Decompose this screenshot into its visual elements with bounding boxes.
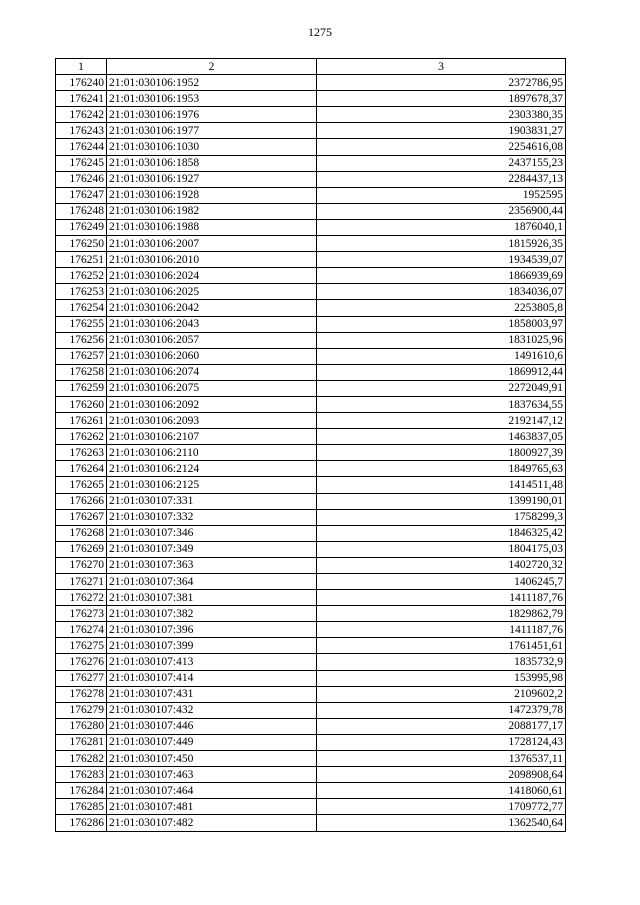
cadastral-value-cell: 1800927,39 (317, 445, 566, 461)
cadastral-value-cell: 1866939,69 (317, 268, 566, 284)
row-number-cell: 176254 (56, 300, 107, 316)
cadastral-value-cell: 1952595 (317, 187, 566, 203)
cadastral-number-cell: 21:01:030107:381 (107, 590, 317, 606)
table-row (56, 364, 566, 380)
row-number-cell: 176286 (56, 815, 107, 831)
cadastral-value-cell: 2437155,23 (317, 155, 566, 171)
cadastral-value-cell: 1876040,1 (317, 219, 566, 235)
table-row (56, 171, 566, 187)
row-number-cell: 176269 (56, 541, 107, 557)
table-row (56, 606, 566, 622)
row-number-cell: 176272 (56, 590, 107, 606)
cadastral-number-cell: 21:01:030106:2107 (107, 429, 317, 445)
cadastral-number-cell: 21:01:030106:2110 (107, 445, 317, 461)
cadastral-number-cell: 21:01:030107:431 (107, 686, 317, 702)
table-row (56, 75, 566, 91)
cadastral-value-cell: 1831025,96 (317, 332, 566, 348)
row-number-cell: 176253 (56, 284, 107, 300)
cadastral-value-cell: 2192147,12 (317, 413, 566, 429)
table-row (56, 654, 566, 670)
cadastral-number-cell: 21:01:030106:2042 (107, 300, 317, 316)
table-row (56, 445, 566, 461)
cadastral-value-cell: 1815926,35 (317, 236, 566, 252)
table-row (56, 541, 566, 557)
cadastral-number-cell: 21:01:030106:2043 (107, 316, 317, 332)
table-row (56, 509, 566, 525)
table-body (56, 75, 566, 831)
cadastral-value-cell: 1869912,44 (317, 364, 566, 380)
table-row (56, 187, 566, 203)
row-number-cell: 176246 (56, 171, 107, 187)
table-row (56, 799, 566, 815)
table-row (56, 236, 566, 252)
row-number-cell: 176278 (56, 686, 107, 702)
cadastral-value-cell: 1829862,79 (317, 606, 566, 622)
column-header-3: 3 (317, 59, 566, 75)
cadastral-value-cell: 1858003,97 (317, 316, 566, 332)
table-row (56, 638, 566, 654)
cadastral-value-cell: 2372786,95 (317, 75, 566, 91)
cadastral-number-cell: 21:01:030106:2124 (107, 461, 317, 477)
cadastral-number-cell: 21:01:030107:446 (107, 718, 317, 734)
row-number-cell: 176281 (56, 734, 107, 750)
cadastral-value-cell: 1903831,27 (317, 123, 566, 139)
row-number-cell: 176244 (56, 139, 107, 155)
table-row (56, 815, 566, 831)
row-number-cell: 176282 (56, 751, 107, 767)
table-row (56, 718, 566, 734)
table-row (56, 590, 566, 606)
table-row (56, 155, 566, 171)
row-number-cell: 176241 (56, 91, 107, 107)
header-row (56, 59, 566, 75)
row-number-cell: 176257 (56, 348, 107, 364)
cadastral-number-cell: 21:01:030106:2075 (107, 380, 317, 396)
cadastral-value-cell: 1837634,55 (317, 396, 566, 412)
cadastral-number-cell: 21:01:030106:1952 (107, 75, 317, 91)
cadastral-number-cell: 21:01:030106:1988 (107, 219, 317, 235)
cadastral-value-cell: 153995,98 (317, 670, 566, 686)
cadastral-number-cell: 21:01:030107:450 (107, 751, 317, 767)
cadastral-number-cell: 21:01:030107:382 (107, 606, 317, 622)
cadastral-number-cell: 21:01:030106:2060 (107, 348, 317, 364)
table-row (56, 574, 566, 590)
table-row (56, 702, 566, 718)
cadastral-number-cell: 21:01:030106:2074 (107, 364, 317, 380)
column-header-2: 2 (107, 59, 317, 75)
cadastral-value-cell: 1463837,05 (317, 429, 566, 445)
cadastral-number-cell: 21:01:030106:2007 (107, 236, 317, 252)
table-row (56, 557, 566, 573)
row-number-cell: 176270 (56, 557, 107, 573)
cadastral-number-cell: 21:01:030106:1927 (107, 171, 317, 187)
row-number-cell: 176256 (56, 332, 107, 348)
table-row (56, 332, 566, 348)
row-number-cell: 176243 (56, 123, 107, 139)
row-number-cell: 176265 (56, 477, 107, 493)
row-number-cell: 176284 (56, 783, 107, 799)
cadastral-value-cell: 1846325,42 (317, 525, 566, 541)
cadastral-number-cell: 21:01:030106:1858 (107, 155, 317, 171)
cadastral-value-cell: 1835732,9 (317, 654, 566, 670)
table-row (56, 380, 566, 396)
table-row (56, 670, 566, 686)
cadastral-number-cell: 21:01:030107:349 (107, 541, 317, 557)
row-number-cell: 176277 (56, 670, 107, 686)
cadastral-number-cell: 21:01:030106:1977 (107, 123, 317, 139)
cadastral-value-cell: 2254616,08 (317, 139, 566, 155)
page-number: 1275 (308, 25, 332, 39)
cadastral-number-cell: 21:01:030106:2125 (107, 477, 317, 493)
table-row (56, 751, 566, 767)
row-number-cell: 176283 (56, 767, 107, 783)
cadastral-number-cell: 21:01:030107:364 (107, 574, 317, 590)
row-number-cell: 176252 (56, 268, 107, 284)
cadastral-value-cell: 1849765,63 (317, 461, 566, 477)
cadastral-value-cell: 1411187,76 (317, 590, 566, 606)
row-number-cell: 176279 (56, 702, 107, 718)
row-number-cell: 176263 (56, 445, 107, 461)
cadastral-value-cell: 1934539,07 (317, 252, 566, 268)
row-number-cell: 176242 (56, 107, 107, 123)
table-row (56, 300, 566, 316)
row-number-cell: 176245 (56, 155, 107, 171)
row-number-cell: 176260 (56, 396, 107, 412)
cadastral-value-cell: 1411187,76 (317, 622, 566, 638)
cadastral-number-cell: 21:01:030106:2093 (107, 413, 317, 429)
cadastral-value-cell: 1834036,07 (317, 284, 566, 300)
table-row (56, 268, 566, 284)
row-number-cell: 176248 (56, 203, 107, 219)
row-number-cell: 176275 (56, 638, 107, 654)
row-number-cell: 176285 (56, 799, 107, 815)
table-row (56, 429, 566, 445)
row-number-cell: 176250 (56, 236, 107, 252)
cadastral-number-cell: 21:01:030107:464 (107, 783, 317, 799)
row-number-cell: 176273 (56, 606, 107, 622)
row-number-cell: 176258 (56, 364, 107, 380)
cadastral-value-cell: 2303380,35 (317, 107, 566, 123)
cadastral-value-cell: 1399190,01 (317, 493, 566, 509)
table-row (56, 477, 566, 493)
cadastral-number-cell: 21:01:030107:396 (107, 622, 317, 638)
cadastral-number-cell: 21:01:030106:2024 (107, 268, 317, 284)
row-number-cell: 176268 (56, 525, 107, 541)
cadastral-number-cell: 21:01:030107:449 (107, 734, 317, 750)
row-number-cell: 176240 (56, 75, 107, 91)
cadastral-number-cell: 21:01:030106:1976 (107, 107, 317, 123)
table-row (56, 284, 566, 300)
table-header (56, 59, 566, 75)
cadastral-number-cell: 21:01:030107:413 (107, 654, 317, 670)
table-row (56, 219, 566, 235)
cadastral-value-cell: 1418060,61 (317, 783, 566, 799)
cadastral-value-cell: 1406245,7 (317, 574, 566, 590)
cadastral-value-cell: 2253805,8 (317, 300, 566, 316)
cadastral-number-cell: 21:01:030107:399 (107, 638, 317, 654)
cadastral-value-cell: 2284437,13 (317, 171, 566, 187)
cadastral-value-cell: 2272049,91 (317, 380, 566, 396)
cadastral-value-cell: 2109602,2 (317, 686, 566, 702)
row-number-cell: 176262 (56, 429, 107, 445)
cadastral-value-cell: 1758299,3 (317, 509, 566, 525)
row-number-cell: 176266 (56, 493, 107, 509)
cadastral-value-cell: 1709772,77 (317, 799, 566, 815)
table-row (56, 686, 566, 702)
table-row (56, 622, 566, 638)
cadastral-value-table (55, 58, 566, 832)
cadastral-value-cell: 2088177,17 (317, 718, 566, 734)
table-row (56, 783, 566, 799)
cadastral-number-cell: 21:01:030107:432 (107, 702, 317, 718)
cadastral-value-cell: 1362540,64 (317, 815, 566, 831)
row-number-cell: 176261 (56, 413, 107, 429)
cadastral-number-cell: 21:01:030106:2092 (107, 396, 317, 412)
table-row (56, 91, 566, 107)
row-number-cell: 176259 (56, 380, 107, 396)
cadastral-number-cell: 21:01:030107:414 (107, 670, 317, 686)
table-row (56, 396, 566, 412)
cadastral-number-cell: 21:01:030107:482 (107, 815, 317, 831)
cadastral-number-cell: 21:01:030106:2025 (107, 284, 317, 300)
table-row (56, 139, 566, 155)
cadastral-number-cell: 21:01:030106:1982 (107, 203, 317, 219)
cadastral-value-cell: 1897678,37 (317, 91, 566, 107)
cadastral-number-cell: 21:01:030106:1928 (107, 187, 317, 203)
column-header-1: 1 (56, 59, 107, 75)
cadastral-value-cell: 2356900,44 (317, 203, 566, 219)
cadastral-number-cell: 21:01:030106:1030 (107, 139, 317, 155)
cadastral-number-cell: 21:01:030107:331 (107, 493, 317, 509)
table-row (56, 525, 566, 541)
cadastral-value-cell: 1804175,03 (317, 541, 566, 557)
row-number-cell: 176251 (56, 252, 107, 268)
cadastral-value-cell: 1491610,6 (317, 348, 566, 364)
cadastral-value-cell: 2098908,64 (317, 767, 566, 783)
cadastral-number-cell: 21:01:030106:2057 (107, 332, 317, 348)
table-row (56, 767, 566, 783)
cadastral-value-cell: 1728124,43 (317, 734, 566, 750)
row-number-cell: 176280 (56, 718, 107, 734)
table-row (56, 316, 566, 332)
row-number-cell: 176271 (56, 574, 107, 590)
table-row (56, 107, 566, 123)
table-row (56, 493, 566, 509)
row-number-cell: 176247 (56, 187, 107, 203)
cadastral-number-cell: 21:01:030107:332 (107, 509, 317, 525)
cadastral-value-cell: 1414511,48 (317, 477, 566, 493)
row-number-cell: 176264 (56, 461, 107, 477)
cadastral-value-cell: 1402720,32 (317, 557, 566, 573)
row-number-cell: 176249 (56, 219, 107, 235)
cadastral-value-cell: 1761451,61 (317, 638, 566, 654)
row-number-cell: 176255 (56, 316, 107, 332)
cadastral-number-cell: 21:01:030107:363 (107, 557, 317, 573)
cadastral-value-cell: 1472379,78 (317, 702, 566, 718)
row-number-cell: 176267 (56, 509, 107, 525)
cadastral-number-cell: 21:01:030107:463 (107, 767, 317, 783)
cadastral-value-cell: 1376537,11 (317, 751, 566, 767)
cadastral-number-cell: 21:01:030107:481 (107, 799, 317, 815)
table-row (56, 348, 566, 364)
row-number-cell: 176274 (56, 622, 107, 638)
cadastral-number-cell: 21:01:030106:1953 (107, 91, 317, 107)
table-row (56, 252, 566, 268)
table-row (56, 734, 566, 750)
row-number-cell: 176276 (56, 654, 107, 670)
table-row (56, 413, 566, 429)
table-row (56, 123, 566, 139)
cadastral-number-cell: 21:01:030106:2010 (107, 252, 317, 268)
table-row (56, 461, 566, 477)
cadastral-number-cell: 21:01:030107:346 (107, 525, 317, 541)
table-row (56, 203, 566, 219)
